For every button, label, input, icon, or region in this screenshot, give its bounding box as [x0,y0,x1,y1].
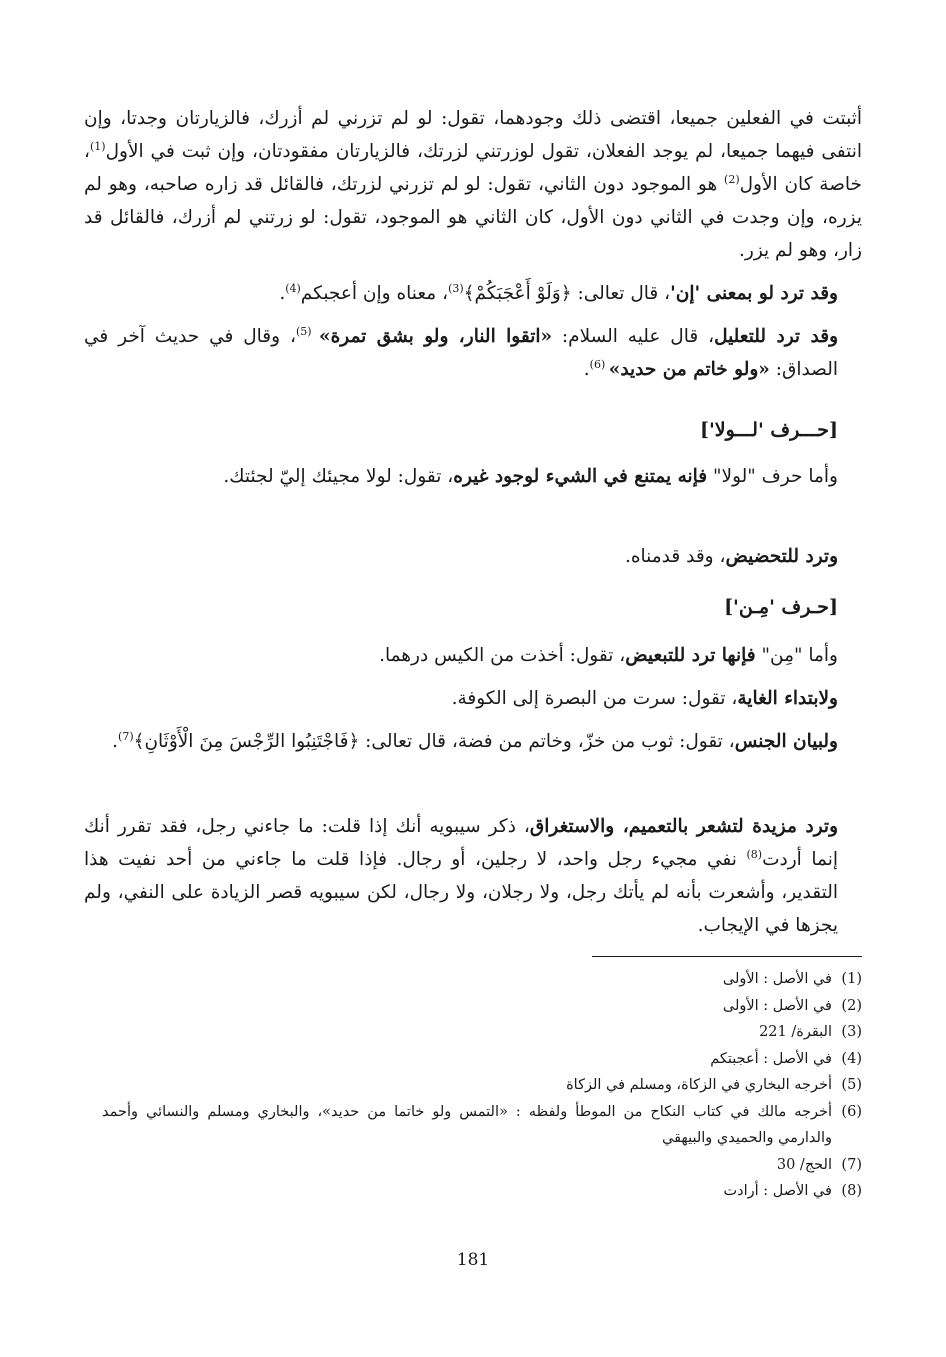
footnote-text: الحج/ 30 [776,1156,832,1173]
p7-bold: ولابتداء الغاية [737,688,838,709]
footnote-item [102,966,862,993]
p2-mid: ، معناه وإن أعجبكم [300,283,449,304]
footnote-number: (1) [841,971,862,987]
footnote-text: البقرة/ 221 [759,1024,832,1040]
footnote-item [102,1178,862,1205]
p8-bold: ولبيان الجنس [734,731,838,752]
page-number: 181 [456,1250,490,1270]
footnote-text: في الأصل : الأولى [722,971,832,987]
footnote-ref-4[interactable]: (4) [285,281,301,295]
heading-min-text: [حـرف 'مِـن'] [724,596,838,618]
main-text [84,102,862,386]
paragraph-lawla [84,460,862,493]
footnote-text: في الأصل : أعجبتكم [710,1050,832,1067]
footnote-number: (8) [841,1183,862,1199]
footnote-number: (7) [841,1156,862,1173]
footnote-ref-5[interactable]: (5) [295,324,320,338]
lawla-section [84,460,862,493]
footnote-number: (5) [841,1077,862,1093]
footnotes [102,966,862,1205]
footnote-text: أخرجه مالك في كتاب النكاح من الموطأ ولفظه : «التمس ولو خاتما من حديد»، والبخاري ومسلم والنسائي وأحمد والدارمي والحميدي والبيهقي [102,1103,832,1146]
p5-tail: ، وقد قدمناه. [624,546,726,567]
p1-tail: هو الموجود دون الثاني، تقول: لو لم تزرني لزرتك، فالقائل قد زاره صاحبه، وهو لم يزره، وإن وجدت في الثاني دون الأول، كان الثاني هو الموجود، تقول: لو زرتني لم أزرك، فالقائل قد زار، وهو لم يزر. [84,174,862,261]
footnote-number: (4) [841,1050,862,1067]
p3-quote2: «ولو خاتم من حديد» [608,359,770,380]
footnote-item [102,1072,862,1099]
footnote-item [102,1099,862,1152]
paragraph-min-jins [84,725,862,758]
p3-text: ، قال عليه السلام: [552,326,715,347]
footnote-text: في الأصل : أرادت [723,1183,832,1199]
footnote-number: (3) [841,1024,862,1040]
min-section [84,639,862,758]
p3-end: . [583,359,590,380]
p9-tail: نفي مجيء رجل واحد، لا رجلين، أو رجال. فإذا قلت ما جاءني من أحد نفيت هذا التقدير، وأشعرت بأنه لم يأتك رجل، ولا رجلان، ولا رجال، لكن سيبويه قصر الزيادة على النفي، ولم يجزها في الإيجاب. [84,849,838,936]
footnote-item [102,1019,862,1046]
p1-mid: ، خاصة كان الأول [84,141,862,195]
paragraph-lw-reason [84,320,862,386]
p9-text: ، ذكر سيبويه أنك إذا قلت: ما جاءني رجل، فقد تقرر أنك إنما أردت [84,816,838,870]
footnote-ref-3[interactable]: (3) [448,281,464,295]
footnote-ref-7[interactable]: (7) [118,729,134,743]
p3-lead: وقد ترد للتعليل [714,326,838,347]
footnote-item [102,1152,862,1179]
footnote-ref-2[interactable]: (2) [724,172,740,186]
section-heading-min [84,591,862,624]
p4-bold: فإنه يمتنع في الشيء لوجود غيره [453,466,708,487]
p4-tail: ، تقول: لولا مجيئك إليّ لجئتك. [223,466,454,487]
p3-mid: ، وقال في حديث آخر في الصداق: [84,326,838,380]
paragraph-tahdid [84,540,862,573]
footnote-item [102,1046,862,1073]
paragraph-lw-in-meaning [84,277,862,310]
p9-bold: وترد مزيدة لتشعر بالتعميم، والاستغراق [529,816,839,837]
p8-tail: ، تقول: ثوب من خزّ، وخاتم من فضة، قال تعالى: ﴿فَاجْتَنِبُوا الرِّجْسَ مِنَ الْأَوْثَانِ﴾ [133,731,735,752]
paragraph-min-ghaya [84,682,862,715]
footnote-ref-6[interactable]: (6) [589,357,609,371]
p4-text: وأما حرف "لولا" [707,466,838,487]
p2-text: ، قال تعالى: ﴿وَلَوْ أَعْجَبَكُمْ﴾ [463,283,671,304]
footnote-number: (2) [841,997,862,1014]
footnote-ref-1[interactable]: (1) [89,139,106,153]
paragraph-min-zaida [84,810,862,942]
paragraph-lw-semantics [84,102,862,267]
footnote-number: (6) [841,1103,862,1120]
p6-text: وأما "مِن" [755,645,838,666]
p2-lead: وقد ترد لو بمعنى 'إن' [670,283,838,304]
footnote-text: أخرجه البخاري في الزكاة، ومسلم في الزكاة [566,1077,832,1093]
p3-quote: «اتقوا النار، ولو بشق تمرة» [319,326,553,347]
section-heading-lawla [84,414,862,447]
footnote-item [102,993,862,1020]
p6-tail: ، تقول: أخذت من الكيس درهما. [379,645,626,666]
p7-tail: ، تقول: سرت من البصرة إلى الكوفة. [451,688,738,709]
tahdid-section [84,540,862,573]
paragraph-min-tabid [84,639,862,672]
p5-bold: وترد للتحضيض [725,546,838,567]
p2-end: . [279,283,286,304]
footnote-divider [592,956,862,957]
p1-text: أثبتت في الفعلين جميعا، اقتضى ذلك وجودهما، تقول: لو لم تزرني لم أزرك، فالزيارتان وجدتا، وإن انتفى فيهما جميعا، لم يوجد الفعلان، تقول لوزرتني لزرتك، فالزيارتان مفقودتان، وإن ثبت في الأول [84,108,862,162]
footnote-ref-8[interactable]: (8) [746,847,763,861]
footnote-text: في الأصل : الأولى [722,997,832,1014]
zaida-section [84,810,862,942]
heading-lawla-text: [حـــرف 'لـــولا'] [700,419,838,441]
p6-bold: فإنها ترد للتبعيض [625,645,756,666]
p8-end: . [112,731,119,752]
